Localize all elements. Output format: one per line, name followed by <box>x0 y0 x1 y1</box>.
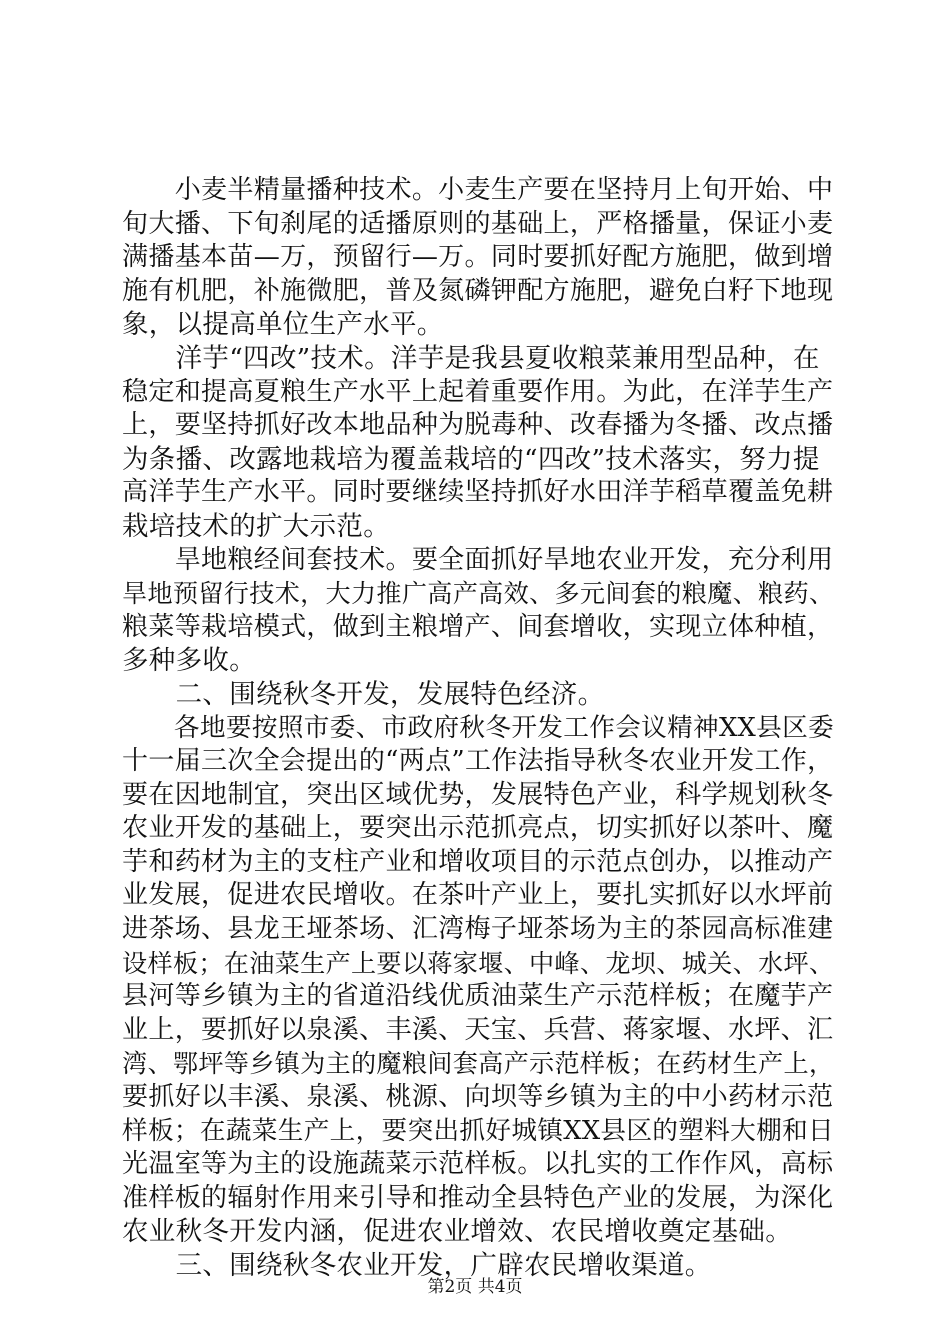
text-line: 旱地预留行技术，大力推广高产高效、多元间套的粮魔、粮药、 <box>122 579 835 609</box>
text-line: 光温室等为主的设施蔬菜示范样板。以扎实的工作作风，高标 <box>122 1149 834 1180</box>
text-line: 要在因地制宜，突出区域优势，发展特色产业，科学规划秋冬 <box>122 779 834 810</box>
text-line: 二、围绕秋冬开发，发展特色经济。 <box>122 678 605 710</box>
text-line: 多种多收。 <box>122 645 256 677</box>
text-line: 设样板；在油菜生产上要以蒋家堰、中峰、龙坝、城关、水坪、 <box>122 948 835 978</box>
text-line: 栽培技术的扩大示范。 <box>122 510 390 542</box>
text-line: 样板；在蔬菜生产上，要突出抓好城镇XX县区的塑料大棚和日 <box>122 1115 834 1146</box>
text-line: 旱地粮经间套技术。要全面抓好旱地农业开发，充分利用 <box>122 544 834 575</box>
text-line: 芋和药材为主的支柱产业和增收项目的示范点创办，以推动产 <box>122 846 834 877</box>
text-line: 三、围绕秋冬农业开发，广辟农民增收渠道。 <box>122 1250 712 1281</box>
text-line: 十一届三次全会提出的“两点”工作法指导秋冬农业开发工作， <box>122 746 834 777</box>
text-line: 洋芋“四改”技术。洋芋是我县夏收粮菜兼用型品种，在 <box>122 342 820 374</box>
text-line: 农业开发的基础上，要突出示范抓亮点，切实抓好以茶叶、魔 <box>122 813 834 844</box>
text-line: 各地要按照市委、市政府秋冬开发工作会议精神XX县区委 <box>122 712 834 743</box>
text-line: 施有机肥，补施微肥，普及氮磷钾配方施肥，避免白籽下地现 <box>122 275 834 306</box>
page-footer: 第2页 共4页 <box>427 1277 523 1297</box>
text-line: 满播基本苗—万，预留行—万。同时要抓好配方施肥，做到增 <box>122 242 834 273</box>
text-line: 湾、鄂坪等乡镇为主的魔粮间套高产示范样板；在药材生产上， <box>122 1049 835 1079</box>
text-line: 稳定和提高夏粮生产水平上起着重要作用。为此，在洋芋生产 <box>122 376 834 407</box>
text-line: 业上，要抓好以泉溪、丰溪、天宝、兵营、蒋家堰、水坪、汇 <box>122 1014 834 1045</box>
text-line: 准样板的辐射作用来引导和推动全县特色产业的发展，为深化 <box>122 1182 834 1213</box>
text-line: 上，要坚持抓好改本地品种为脱毒种、改春播为冬播、改点播 <box>122 410 834 441</box>
text-line: 进茶场、县龙王垭茶场、汇湾梅子垭茶场为主的茶园高标准建 <box>122 914 834 945</box>
text-line: 农业秋冬开发内涵，促进农业增效、农民增收奠定基础。 <box>122 1216 792 1248</box>
text-line: 要抓好以丰溪、泉溪、桃源、向坝等乡镇为主的中小药材示范 <box>122 1082 834 1113</box>
text-line: 业发展，促进农民增收。在茶叶产业上，要扎实抓好以水坪前 <box>122 880 834 911</box>
text-line: 县河等乡镇为主的省道沿线优质油菜生产示范样板；在魔芋产 <box>122 981 834 1012</box>
text-line: 象，以提高单位生产水平。 <box>122 309 444 341</box>
document-body <box>122 174 834 1283</box>
text-line: 小麦半精量播种技术。小麦生产要在坚持月上旬开始、中 <box>122 175 834 205</box>
text-line: 旬大播、下旬刹尾的适播原则的基础上，严格播量，保证小麦 <box>122 208 834 239</box>
text-line: 粮菜等栽培模式，做到主粮增产、间套增收，实现立体种植， <box>122 611 834 642</box>
text-line: 高洋芋生产水平。同时要继续坚持抓好水田洋芋稻草覆盖免耕 <box>122 477 834 508</box>
text-line: 为条播、改露地栽培为覆盖栽培的“四改”技术落实，努力提 <box>122 443 820 475</box>
